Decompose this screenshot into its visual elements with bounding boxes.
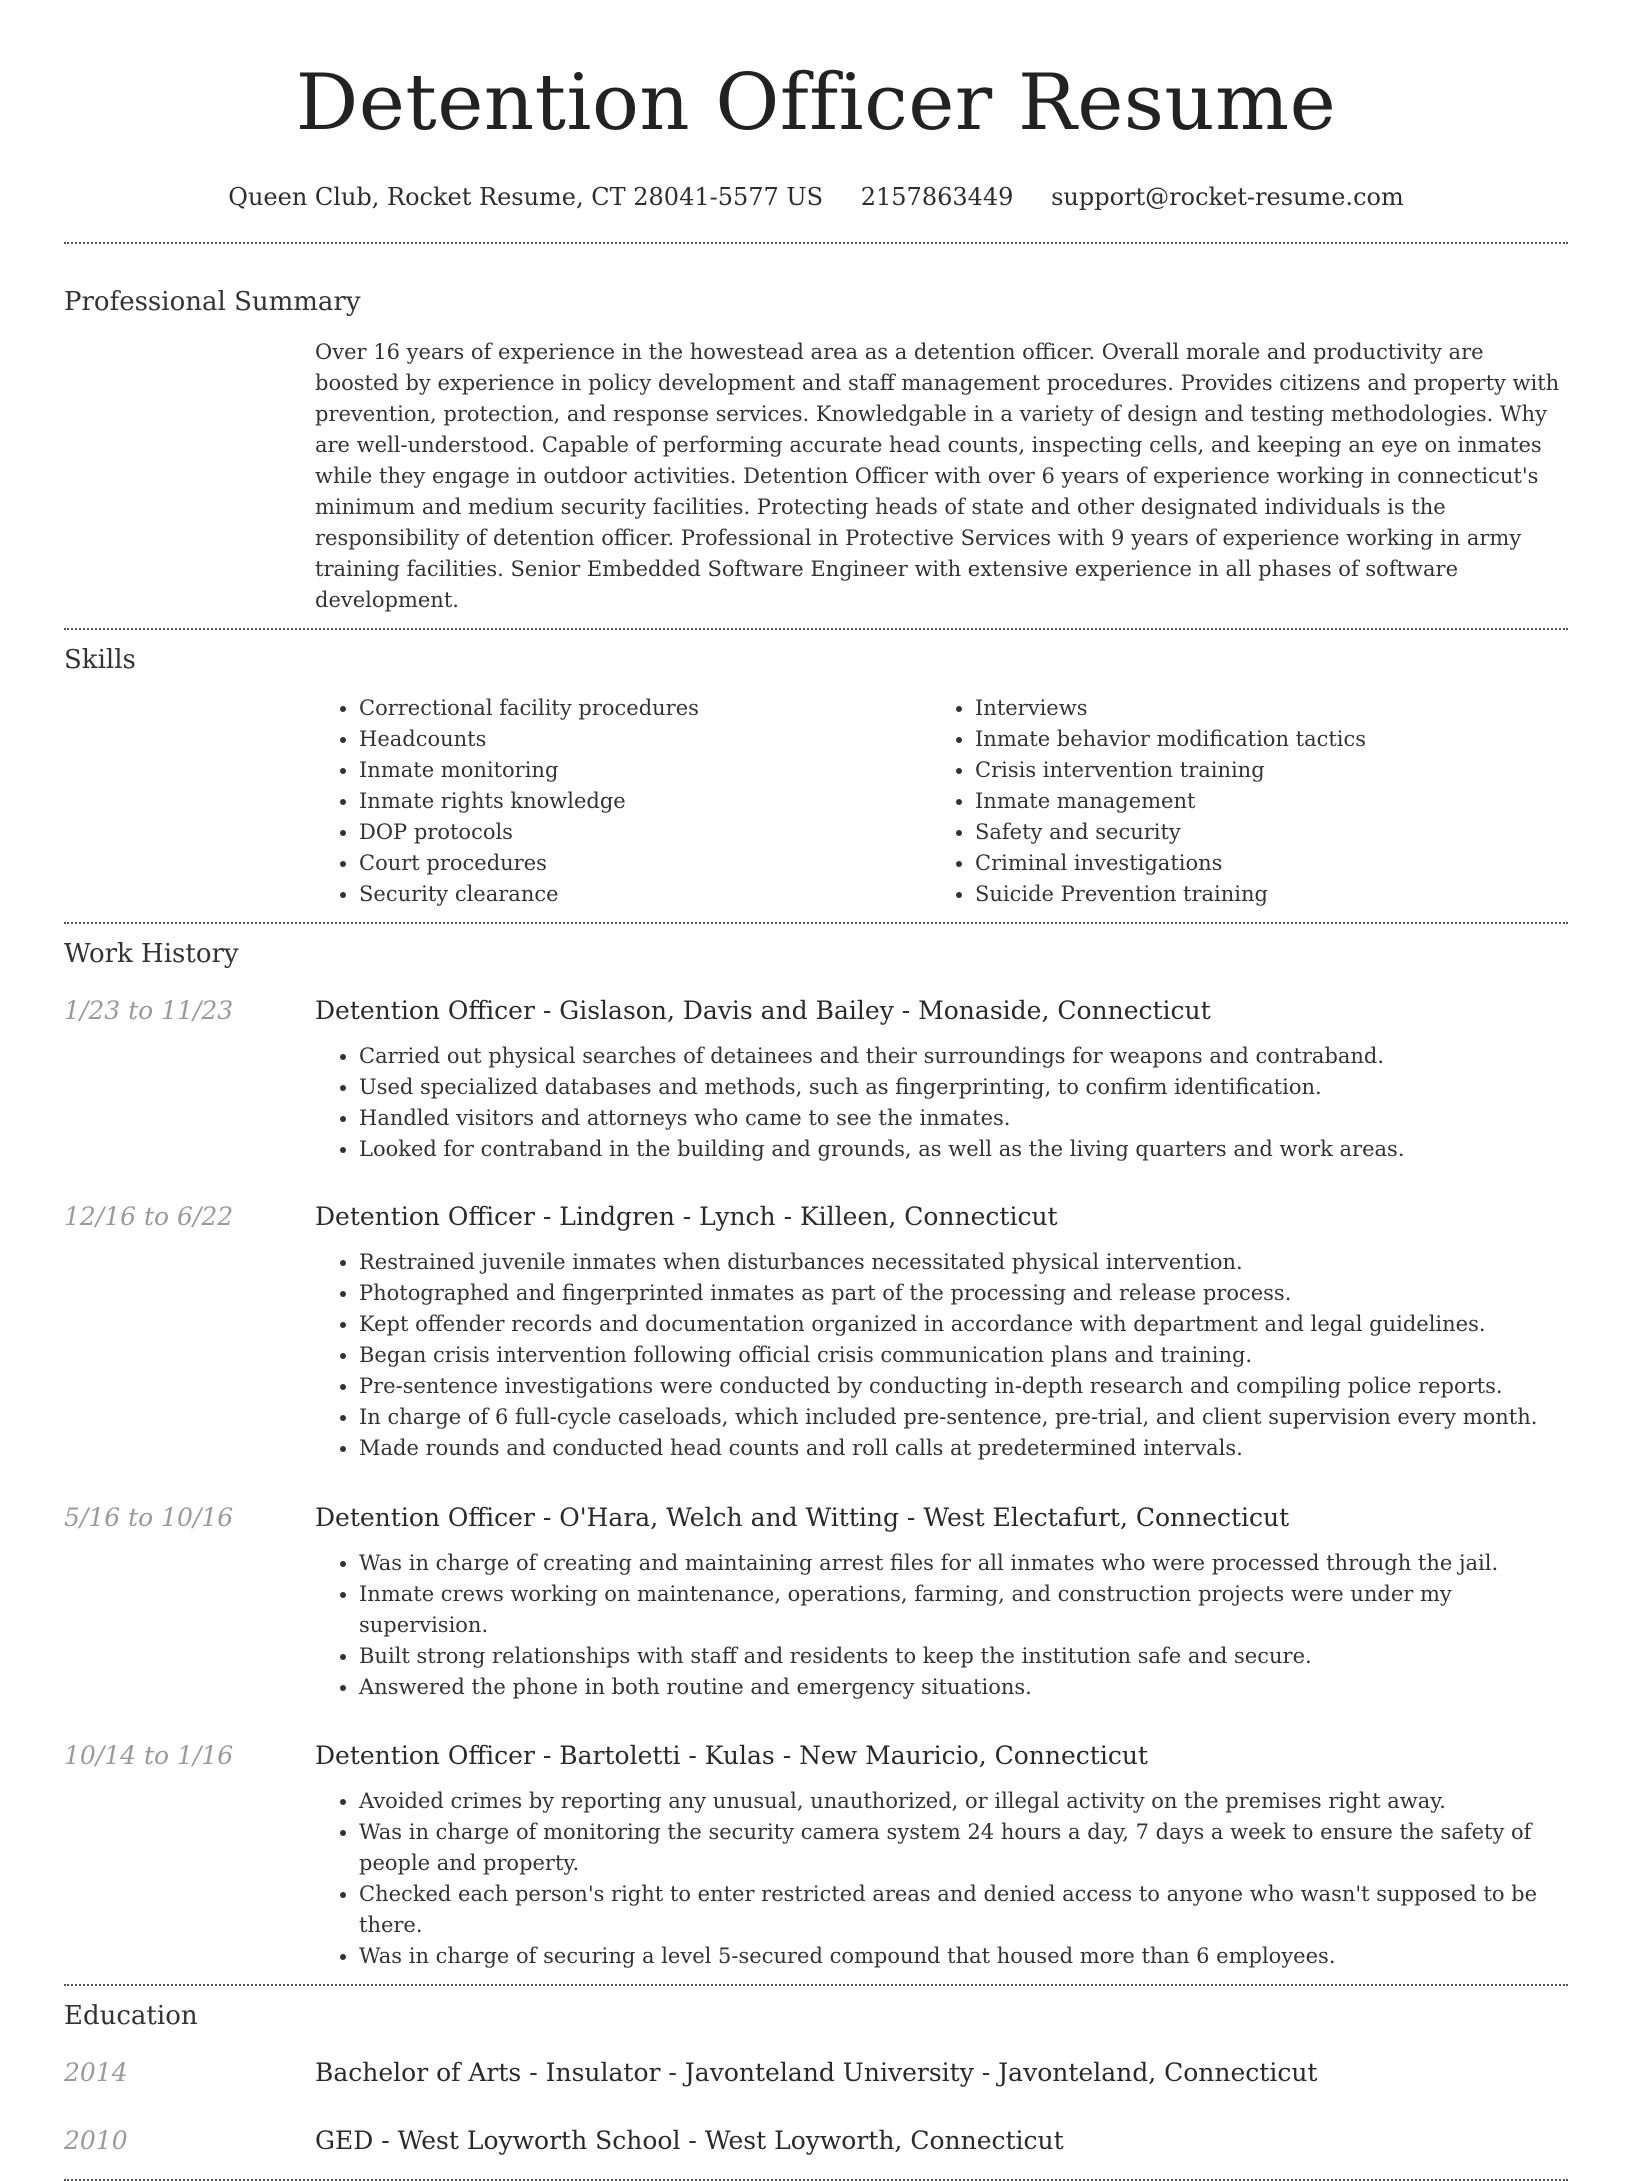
skill-item: • Crisis intervention training bbox=[975, 755, 1547, 786]
education-section bbox=[64, 1986, 1568, 2159]
job-bullet: • Answered the phone in both routine and emergency situations. bbox=[359, 1672, 1568, 1703]
education-heading-text: Bachelor of Arts - Insulator - Javonteland University - Javonteland, Connecticut bbox=[315, 2058, 1318, 2087]
job-date: 12/16 to 6/22 bbox=[64, 1202, 234, 1231]
skill-item: • Correctional facility procedures bbox=[359, 693, 931, 724]
skill-item: • DOP protocols bbox=[359, 817, 931, 848]
job-bullet: • Was in charge of securing a level 5-secured compound that housed more than 6 employees. bbox=[359, 1941, 1568, 1972]
skill-item: • Safety and security bbox=[975, 817, 1547, 848]
job-heading: Detention Officer - O'Hara, Welch and Witting - West Electafurt, Connecticut bbox=[315, 1503, 1290, 1532]
job-entry bbox=[64, 1500, 1568, 1703]
contact-phone: 2157863449 bbox=[860, 183, 1014, 211]
job-bullet: • Was in charge of monitoring the security camera system 24 hours a day, 7 days a week to ensure the safety of people and property. bbox=[359, 1817, 1568, 1879]
job-body bbox=[315, 1738, 1568, 1972]
skills-list-left bbox=[315, 693, 931, 910]
skill-item: • Security clearance bbox=[359, 879, 931, 910]
job-bullet: • Built strong relationships with staff and residents to keep the institution safe and secure. bbox=[359, 1641, 1568, 1672]
skills-heading: Skills bbox=[64, 645, 136, 675]
skill-item: • Suicide Prevention training bbox=[975, 879, 1547, 910]
education-heading: Education bbox=[64, 2001, 198, 2031]
resume-page bbox=[64, 0, 1568, 2181]
skill-item: • Headcounts bbox=[359, 724, 931, 755]
work-history-heading: Work History bbox=[64, 939, 239, 969]
skill-item: • Court procedures bbox=[359, 848, 931, 879]
job-bullets bbox=[315, 1548, 1568, 1703]
job-bullets bbox=[315, 1247, 1568, 1464]
contact-email: support@rocket-resume.com bbox=[1051, 183, 1404, 211]
job-bullet: • Carried out physical searches of detainees and their surroundings for weapons and contraband. bbox=[359, 1041, 1568, 1072]
contact-address: Queen Club, Rocket Resume, CT 28041-5577 US bbox=[228, 183, 824, 211]
job-body bbox=[315, 1199, 1568, 1464]
education-heading-text: GED - West Loyworth School - West Loyworth, Connecticut bbox=[315, 2126, 1064, 2155]
summary-section bbox=[64, 244, 1568, 628]
resume-title: Detention Officer Resume bbox=[295, 58, 1337, 148]
education-entry bbox=[64, 2055, 1568, 2091]
summary-text: Over 16 years of experience in the howestead area as a detention officer. Overall morale and productivity are boosted by experience in policy development and staff management procedures. Provides citizens and property with prevention, protection, and response services. Knowledgable in a variety of design and testing methodologies. Why are well-understood. Capable of performing accurate head counts, inspecting cells, and keeping an eye on inmates while they engage in outdoor activities. Detention Officer with over 6 years of experience working in connecticut's minimum and medium security facilities. Protecting heads of state and other designated individuals is the responsibility of detention officer. Professional in Protective Services with 9 years of experience working in army training facilities. Senior Embedded Software Engineer with extensive experience in all phases of software development. bbox=[315, 340, 1560, 612]
job-bullet: • Used specialized databases and methods, such as fingerprinting, to confirm identification. bbox=[359, 1072, 1568, 1103]
skill-item: • Inmate behavior modification tactics bbox=[975, 724, 1547, 755]
skill-item: • Inmate rights knowledge bbox=[359, 786, 931, 817]
skills-columns bbox=[315, 693, 1568, 910]
job-bullet: • Made rounds and conducted head counts and roll calls at predetermined intervals. bbox=[359, 1433, 1568, 1464]
education-entry bbox=[64, 2123, 1568, 2159]
education-date: 2014 bbox=[64, 2058, 128, 2087]
job-heading: Detention Officer - Lindgren - Lynch - Killeen, Connecticut bbox=[315, 1202, 1058, 1231]
job-bullet: • Checked each person's right to enter restricted areas and denied access to anyone who wasn't supposed to be there. bbox=[359, 1879, 1568, 1941]
contact-line bbox=[64, 180, 1568, 214]
skills-list-right bbox=[931, 693, 1547, 910]
job-heading: Detention Officer - Gislason, Davis and Bailey - Monaside, Connecticut bbox=[315, 996, 1211, 1025]
education-date: 2010 bbox=[64, 2126, 128, 2155]
job-heading: Detention Officer - Bartoletti - Kulas - New Mauricio, Connecticut bbox=[315, 1741, 1148, 1770]
job-bullet: • Looked for contraband in the building and grounds, as well as the living quarters and work areas. bbox=[359, 1134, 1568, 1165]
job-bullet: • Inmate crews working on maintenance, operations, farming, and construction projects were under my supervision. bbox=[359, 1579, 1568, 1641]
skill-item: • Inmate management bbox=[975, 786, 1547, 817]
job-date: 5/16 to 10/16 bbox=[64, 1503, 234, 1532]
job-entry bbox=[64, 1738, 1568, 1972]
skill-item: • Interviews bbox=[975, 693, 1547, 724]
job-bullet: • Pre-sentence investigations were conducted by conducting in-depth research and compiling police reports. bbox=[359, 1371, 1568, 1402]
job-bullet: • Began crisis intervention following official crisis communication plans and training. bbox=[359, 1340, 1568, 1371]
skill-item: • Criminal investigations bbox=[975, 848, 1547, 879]
skills-section bbox=[64, 630, 1568, 922]
skill-item: • Inmate monitoring bbox=[359, 755, 931, 786]
job-body bbox=[315, 1500, 1568, 1703]
job-entry bbox=[64, 1199, 1568, 1464]
job-bullet: • Restrained juvenile inmates when disturbances necessitated physical intervention. bbox=[359, 1247, 1568, 1278]
work-history-section bbox=[64, 924, 1568, 1984]
job-bullet: • Kept offender records and documentation organized in accordance with department and legal guidelines. bbox=[359, 1309, 1568, 1340]
job-date: 1/23 to 11/23 bbox=[64, 996, 234, 1025]
job-bullet: • In charge of 6 full-cycle caseloads, which included pre-sentence, pre-trial, and client supervision every month. bbox=[359, 1402, 1568, 1433]
job-bullet: • Photographed and fingerprinted inmates as part of the processing and release process. bbox=[359, 1278, 1568, 1309]
job-bullets bbox=[315, 1786, 1568, 1972]
job-body bbox=[315, 993, 1568, 1165]
job-entry bbox=[64, 993, 1568, 1165]
job-date: 10/14 to 1/16 bbox=[64, 1741, 234, 1770]
summary-heading: Professional Summary bbox=[64, 287, 361, 317]
job-bullet: • Avoided crimes by reporting any unusual, unauthorized, or illegal activity on the premises right away. bbox=[359, 1786, 1568, 1817]
job-bullet: • Was in charge of creating and maintaining arrest files for all inmates who were processed through the jail. bbox=[359, 1548, 1568, 1579]
job-bullets bbox=[315, 1041, 1568, 1165]
job-bullet: • Handled visitors and attorneys who came to see the inmates. bbox=[359, 1103, 1568, 1134]
